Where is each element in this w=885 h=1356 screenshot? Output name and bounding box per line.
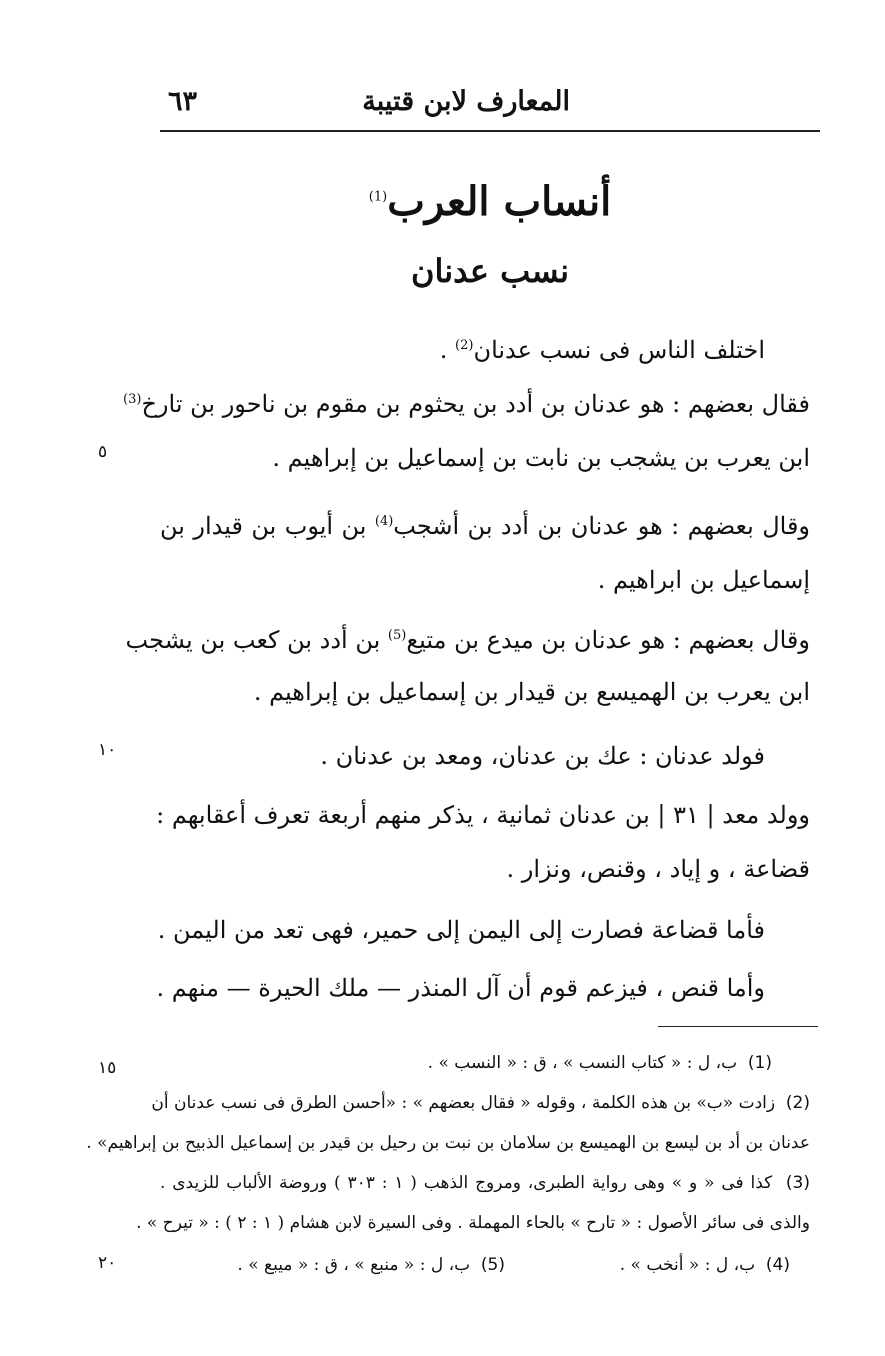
body-line-1 [160, 326, 810, 370]
body-line-6-after: بن أدد بن كعب بن يشجب [125, 626, 388, 654]
chapter-title-text: أنساب العرب [387, 178, 612, 225]
footnote-ref-1: (1) [368, 189, 388, 205]
body-line-8: فولد عدنان : عك بن عدنان، ومعد بن عدنان . [320, 742, 765, 770]
body-line-6 [125, 616, 810, 660]
chapter-title [160, 178, 820, 225]
footnote-1-text: ب، ل : « كتاب النسب » ، ق : « النسب » . [427, 1053, 738, 1073]
line-number-5: ٥ [98, 442, 108, 462]
body-line-1-text: اختلف الناس فى نسب عدنان [473, 336, 765, 364]
footnote-2-text: زادت «ب» بن هذه الكلمة ، وقوله « فقال بعضهم » : «أحسن الطرق فى نسب عدنان أن [151, 1093, 776, 1113]
section-title: نسب عدنان [410, 252, 570, 290]
body-line-10: قضاعة ، و إياد ، وقنص، ونزار . [506, 855, 810, 883]
body-line-5: إسماعيل بن ابراهيم . [597, 566, 810, 594]
body-line-2-text: فقال بعضهم : هو عدنان بن أدد بن يحثوم بن مقوم بن ناحور بن تارخ [141, 390, 810, 418]
page-number: ٦٣ [168, 86, 198, 117]
body-line-6-before: وقال بعضهم : هو عدنان بن ميدع بن متيع [406, 626, 810, 654]
footnote-3-continued: والذى فى سائر الأصول : « تارح » بالحاء المهملة . وفى السيرة لابن هشام ( ١ : ٢ ) : « تيرح » . [136, 1213, 810, 1233]
body-line-11: فأما قضاعة فصارت إلى اليمن إلى حمير، فهى تعد من اليمن . [157, 916, 765, 944]
body-line-9: وولد معد | ٣١ | بن عدنان ثمانية ، يذكر منهم أربعة تعرف أعقابهم : [156, 801, 810, 829]
running-title: المعارف لابن قتيبة [362, 86, 570, 117]
footnote-2-number: (2) [785, 1093, 810, 1113]
footnote-separator [658, 1026, 818, 1027]
footnote-2 [151, 1088, 810, 1118]
body-line-7: ابن يعرب بن الهميسع بن قيدار بن إسماعيل بن إبراهيم . [253, 678, 810, 706]
footnote-3-text: كذا فى « و » وهى رواية الطبرى، ومروج الذهب ( ١ : ٣٠٣ ) وروضة الألباب للزيدى . [160, 1173, 773, 1193]
body-line-4-before: وقال بعضهم : هو عدنان بن أدد بن أشجب [393, 512, 811, 540]
header-rule [160, 130, 820, 132]
footnote-3-number: (3) [785, 1173, 811, 1193]
line-number-10: ١٠ [98, 740, 117, 760]
line-number-20: ٢٠ [98, 1253, 117, 1273]
page-header [160, 78, 820, 126]
footnote-5-number: (5) [480, 1255, 505, 1275]
footnote-3 [160, 1168, 810, 1198]
body-line-12: وأما قنص ، فيزعم قوم أن آل المنذر — ملك الحيرة — منهم . [156, 974, 765, 1002]
body-line-3: ابن يعرب بن يشجب بن نابت بن إسماعيل بن إبراهيم . [272, 444, 810, 472]
footnote-ref-2: (2) [455, 338, 474, 353]
footnote-1 [160, 1048, 810, 1078]
line-number-15: ١٥ [98, 1058, 117, 1078]
footnote-5 [237, 1250, 505, 1280]
body-line-1-end: . [439, 336, 455, 364]
body-line-2 [123, 380, 810, 424]
footnote-4-text: ب، ل : « أنخب » . [619, 1255, 756, 1275]
body-line-4-after: بن أيوب بن قيدار بن [160, 512, 375, 540]
body-line-4 [160, 502, 810, 546]
footnote-4 [620, 1250, 790, 1280]
footnote-2-continued: عدنان بن أد بن ليسع بن الهميسع بن سلامان بن نبت بن رحيل بن قيدر بن إسماعيل الذبيح بن إبراهيم» . [86, 1133, 810, 1153]
footnote-4-number: (4) [765, 1255, 790, 1275]
footnote-ref-3: (3) [123, 392, 142, 407]
footnote-ref-5: (5) [387, 628, 407, 643]
footnote-5-text: ب، ل : « منبع » ، ق : « ميبع » . [237, 1255, 471, 1275]
footnote-1-number: (1) [747, 1053, 772, 1073]
footnote-ref-4: (4) [374, 514, 394, 529]
